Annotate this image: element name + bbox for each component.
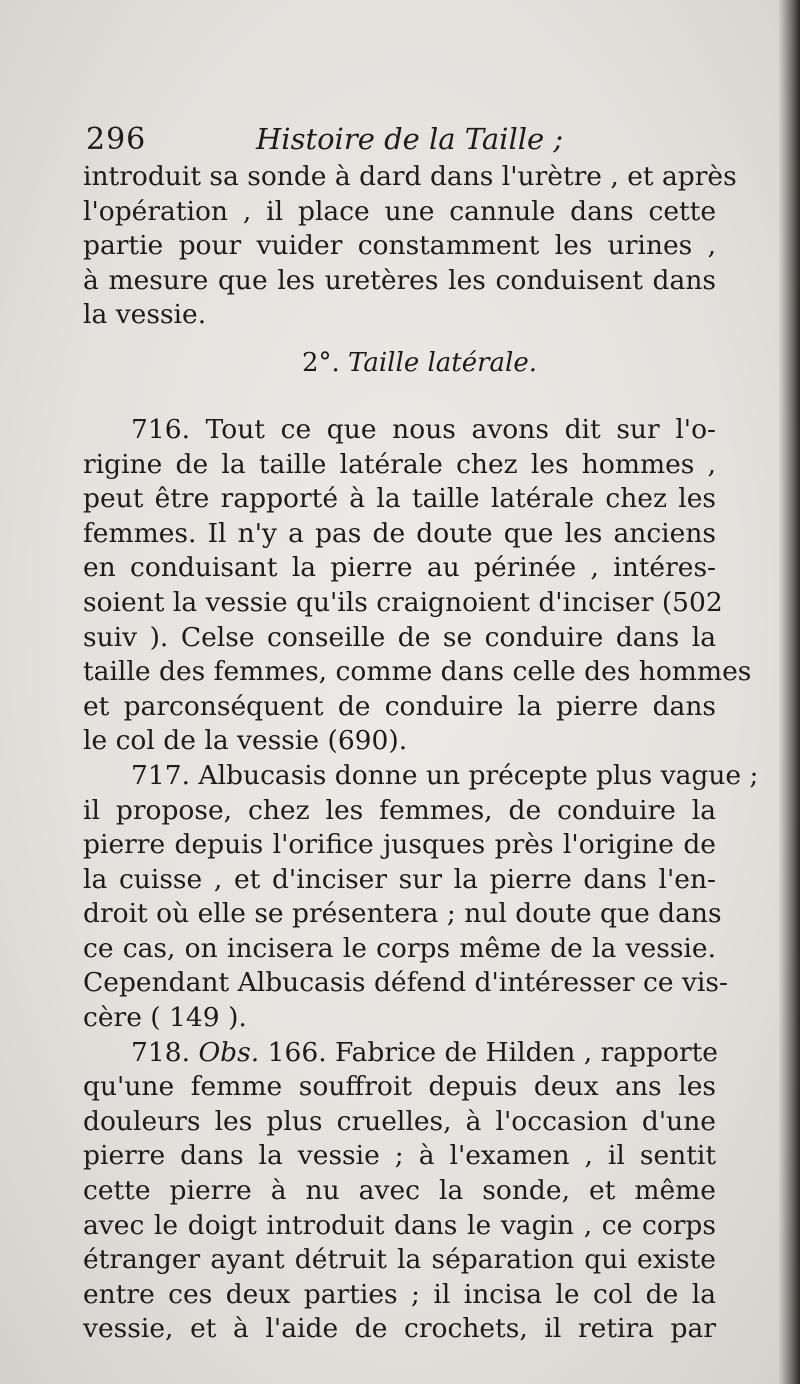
paragraph-718 bbox=[83, 1036, 716, 1347]
text-fragment: 166. Fabrice de Hilden , rapporte bbox=[267, 1036, 718, 1068]
text-line bbox=[83, 1036, 716, 1071]
text-line: l'opération , il place une cannule dans cette bbox=[83, 195, 716, 227]
paragraph-716 bbox=[83, 413, 752, 759]
page-edge-shadow bbox=[778, 0, 800, 1384]
text-line: qu'une femme souffroit depuis deux ans les bbox=[83, 1071, 716, 1103]
paragraph-717 bbox=[83, 759, 759, 1036]
text-line: pierre depuis l'orifice jusques près l'origine de bbox=[83, 829, 716, 861]
text-line: cère ( 149 ). bbox=[83, 1002, 247, 1034]
text-line: suiv ). Celse conseille de se conduire dans la bbox=[83, 621, 716, 653]
text-line: entre ces deux parties ; il incisa le col de la bbox=[83, 1278, 716, 1310]
text-line: la cuisse , et d'inciser sur la pierre dans l'en- bbox=[83, 863, 716, 895]
text-line: 717. Albucasis donne un précepte plus vague ; bbox=[131, 759, 759, 791]
text-line: taille des femmes, comme dans celle des hommes bbox=[83, 656, 752, 688]
text-line: à mesure que les uretères les conduisent dans bbox=[83, 264, 716, 296]
text-line: ce cas, on incisera le corps même de la vessie. bbox=[83, 932, 716, 964]
text-line: partie pour vuider constamment les urines , bbox=[83, 230, 716, 262]
text-line: étranger ayant détruit la séparation qui existe bbox=[83, 1244, 716, 1276]
observation-label: Obs. bbox=[198, 1036, 260, 1068]
section-number: 2°. bbox=[301, 347, 340, 378]
text-line: le col de la vessie (690). bbox=[83, 725, 408, 757]
intro-paragraph bbox=[83, 160, 737, 333]
section-heading bbox=[83, 333, 716, 393]
text-line: pierre dans la vessie ; à l'examen , il sentit bbox=[83, 1140, 716, 1172]
text-line: douleurs les plus cruelles, à l'occasion d'une bbox=[83, 1105, 716, 1137]
section-title: Taille latérale. bbox=[348, 347, 538, 378]
text-line: en conduisant la pierre au périnée , intéres- bbox=[83, 552, 716, 584]
text-line: et parconséquent de conduire la pierre dans bbox=[83, 690, 716, 722]
spacer bbox=[83, 393, 716, 413]
running-title: Histoire de la Taille ; bbox=[256, 122, 564, 156]
text-line: droit où elle se présentera ; nul doute que dans bbox=[83, 898, 722, 930]
text-line: femmes. Il n'y a pas de doute que les anciens bbox=[83, 517, 716, 549]
text-line: vessie, et à l'aide de crochets, il retira par bbox=[83, 1313, 716, 1345]
text-line: 716. Tout ce que nous avons dit sur l'o- bbox=[131, 413, 716, 445]
text-line: rigine de la taille latérale chez les hommes , bbox=[83, 448, 716, 480]
text-line: soient la vessie qu'ils craignoient d'inciser (502 bbox=[83, 586, 723, 618]
text-line: introduit sa sonde à dard dans l'urètre , et après bbox=[83, 161, 737, 192]
paragraph-number: 718. bbox=[131, 1036, 191, 1068]
text-line: Cependant Albucasis défend d'intéresser ce vis- bbox=[83, 967, 728, 999]
page-number: 296 bbox=[86, 122, 147, 157]
text-line: la vessie. bbox=[83, 299, 207, 331]
body-text bbox=[83, 160, 759, 1347]
text-line: peut être rapporté à la taille latérale chez les bbox=[83, 483, 716, 515]
text-line: il propose, chez les femmes, de conduire la bbox=[83, 794, 716, 826]
text-line: avec le doigt introduit dans le vagin , ce corps bbox=[83, 1209, 716, 1241]
text-line: cette pierre à nu avec la sonde, et même bbox=[83, 1175, 716, 1207]
